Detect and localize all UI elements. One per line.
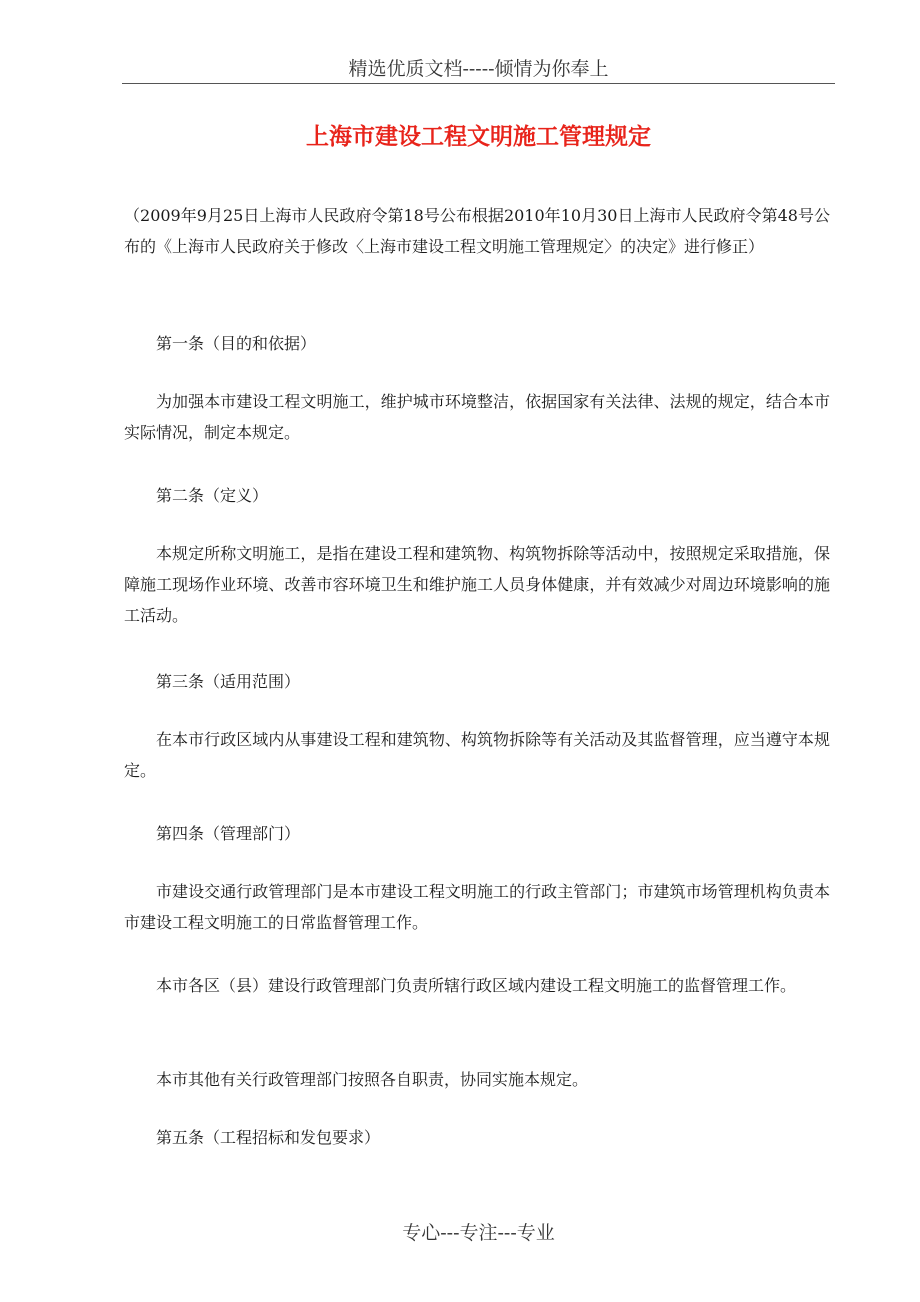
header-divider xyxy=(122,83,835,84)
article-heading-4: 第四条（管理部门） xyxy=(156,824,301,843)
article-paragraph: 本市各区（县）建设行政管理部门负责所辖行政区域内建设工程文明施工的监督管理工作。 xyxy=(156,976,797,995)
article-heading-1: 第一条（目的和依据） xyxy=(156,334,317,353)
article-paragraph: 本规定所称文明施工，是指在建设工程和建筑物、构筑物拆除等活动中，按照规定采取措施，保障施工现场作业环境、改善市容环境卫生和维护施工人员身体健康，并有效减少对周边环境影响的施工活动。 xyxy=(124,544,830,625)
article-heading-2: 第二条（定义） xyxy=(156,486,269,505)
article-paragraph: 本市其他有关行政管理部门按照各自职责，协同实施本规定。 xyxy=(156,1070,589,1089)
page-footer: 专心---专注---专业 xyxy=(402,1222,555,1244)
article-paragraph: 市建设交通行政管理部门是本市建设工程文明施工的行政主管部门；市建筑市场管理机构负责本市建设工程文明施工的日常监督管理工作。 xyxy=(124,882,830,932)
article-paragraph: 为加强本市建设工程文明施工，维护城市环境整洁，依据国家有关法律、法规的规定，结合本市实际情况，制定本规定。 xyxy=(124,392,830,442)
page-header: 精选优质文档-----倾情为你奉上 xyxy=(348,58,609,80)
article-heading-5: 第五条（工程招标和发包要求） xyxy=(156,1128,381,1147)
article-paragraph: 在本市行政区域内从事建设工程和建筑物、构筑物拆除等有关活动及其监督管理，应当遵守本规定。 xyxy=(124,730,830,780)
article-heading-3: 第三条（适用范围） xyxy=(156,672,301,691)
document-title: 上海市建设工程文明施工管理规定 xyxy=(306,124,651,150)
preamble: （2009年9月25日上海市人民政府令第18号公布根据2010年10月30日上海市人民政府令第48号公布的《上海市人民政府关于修改〈上海市建设工程文明施工管理规定〉的决定》进行修正） xyxy=(124,206,830,256)
